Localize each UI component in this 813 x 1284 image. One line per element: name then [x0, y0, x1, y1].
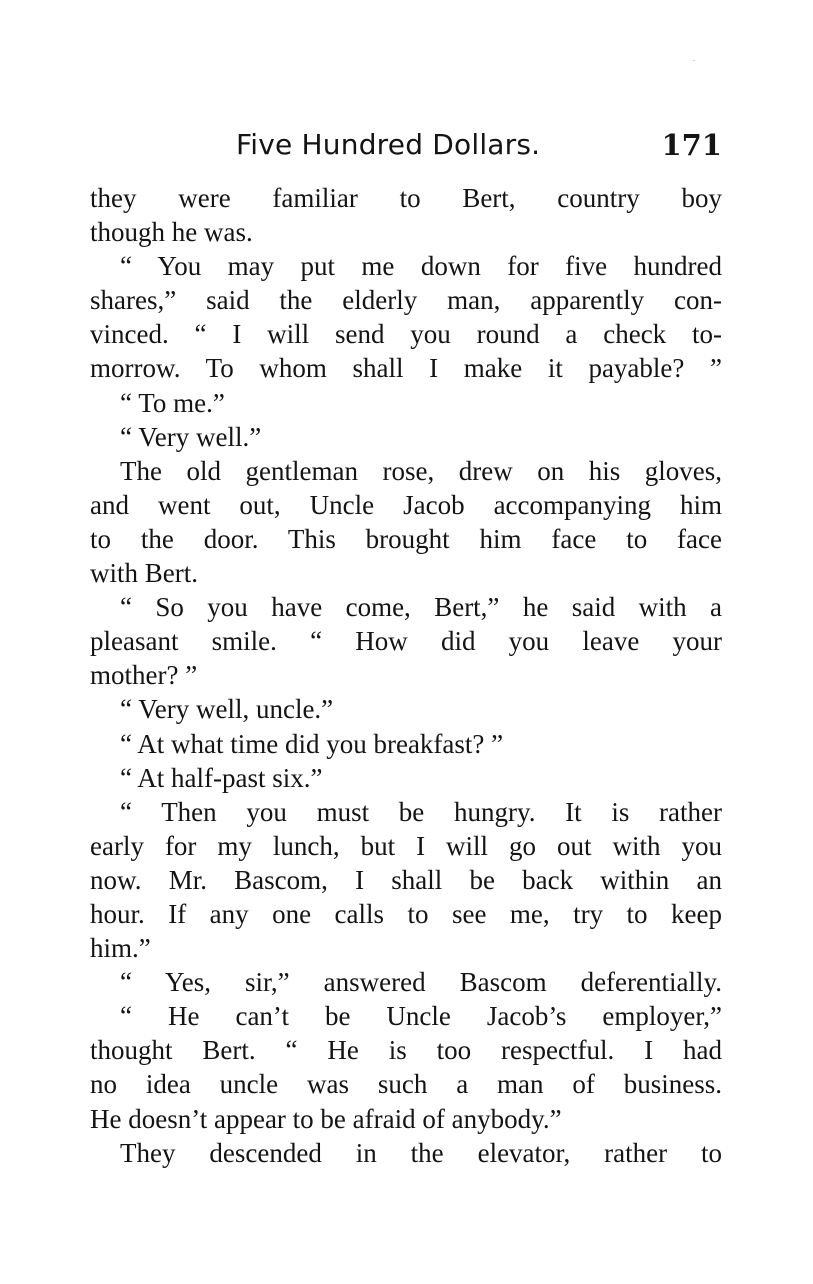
- text-line: “ Yes, sir,” answered Bascom deferentially.: [120, 967, 722, 998]
- text-line: shares,” said the elderly man, apparently con-: [90, 285, 722, 316]
- text-line: and went out, Uncle Jacob accompanying him: [90, 489, 722, 520]
- text-line: “ You may put me down for five hundred: [120, 251, 722, 282]
- text-line: him.”: [90, 933, 151, 964]
- text-line: though he was.: [90, 217, 253, 248]
- text-line: “ At what time did you breakfast? ”: [120, 728, 504, 759]
- text-line: “ Very well.”: [120, 421, 262, 452]
- print-speck: [693, 60, 695, 61]
- text-line: “ He can’t be Uncle Jacob’s employer,”: [120, 1001, 722, 1032]
- text-line: “ At half-past six.”: [120, 762, 323, 793]
- text-line: thought Bert. “ He is too respectful. I had: [90, 1035, 722, 1066]
- text-line: vinced. “ I will send you round a check to-: [90, 319, 722, 350]
- text-line: hour. If any one calls to see me, try to keep: [90, 898, 722, 929]
- text-line: they were familiar to Bert, country boy: [90, 183, 722, 213]
- text-line: early for my lunch, but I will go out with you: [90, 830, 722, 861]
- text-line: morrow. To whom shall I make it payable? ”: [90, 353, 722, 384]
- text-line: now. Mr. Bascom, I shall be back within an: [90, 864, 722, 895]
- page-number: 171: [661, 128, 722, 162]
- body-text: [90, 181, 722, 1170]
- text-line: “ To me.”: [120, 387, 225, 418]
- text-line: “ Very well, uncle.”: [120, 694, 334, 725]
- text-line: He doesn’t appear to be afraid of anybody.”: [90, 1103, 562, 1134]
- text-line: “ So you have come, Bert,” he said with a: [120, 592, 722, 623]
- page-header: [88, 128, 724, 168]
- text-line: “ Then you must be hungry. It is rather: [120, 796, 722, 827]
- running-title: Five Hundred Dollars.: [236, 128, 541, 161]
- text-line: mother? ”: [90, 660, 198, 691]
- text-line: to the door. This brought him face to face: [90, 523, 722, 554]
- text-line: The old gentleman rose, drew on his gloves,: [120, 455, 722, 486]
- text-line: with Bert.: [90, 558, 198, 589]
- text-line: They descended in the elevator, rather to: [120, 1137, 722, 1168]
- text-line: pleasant smile. “ How did you leave your: [90, 626, 722, 657]
- text-line: no idea uncle was such a man of business.: [90, 1069, 722, 1100]
